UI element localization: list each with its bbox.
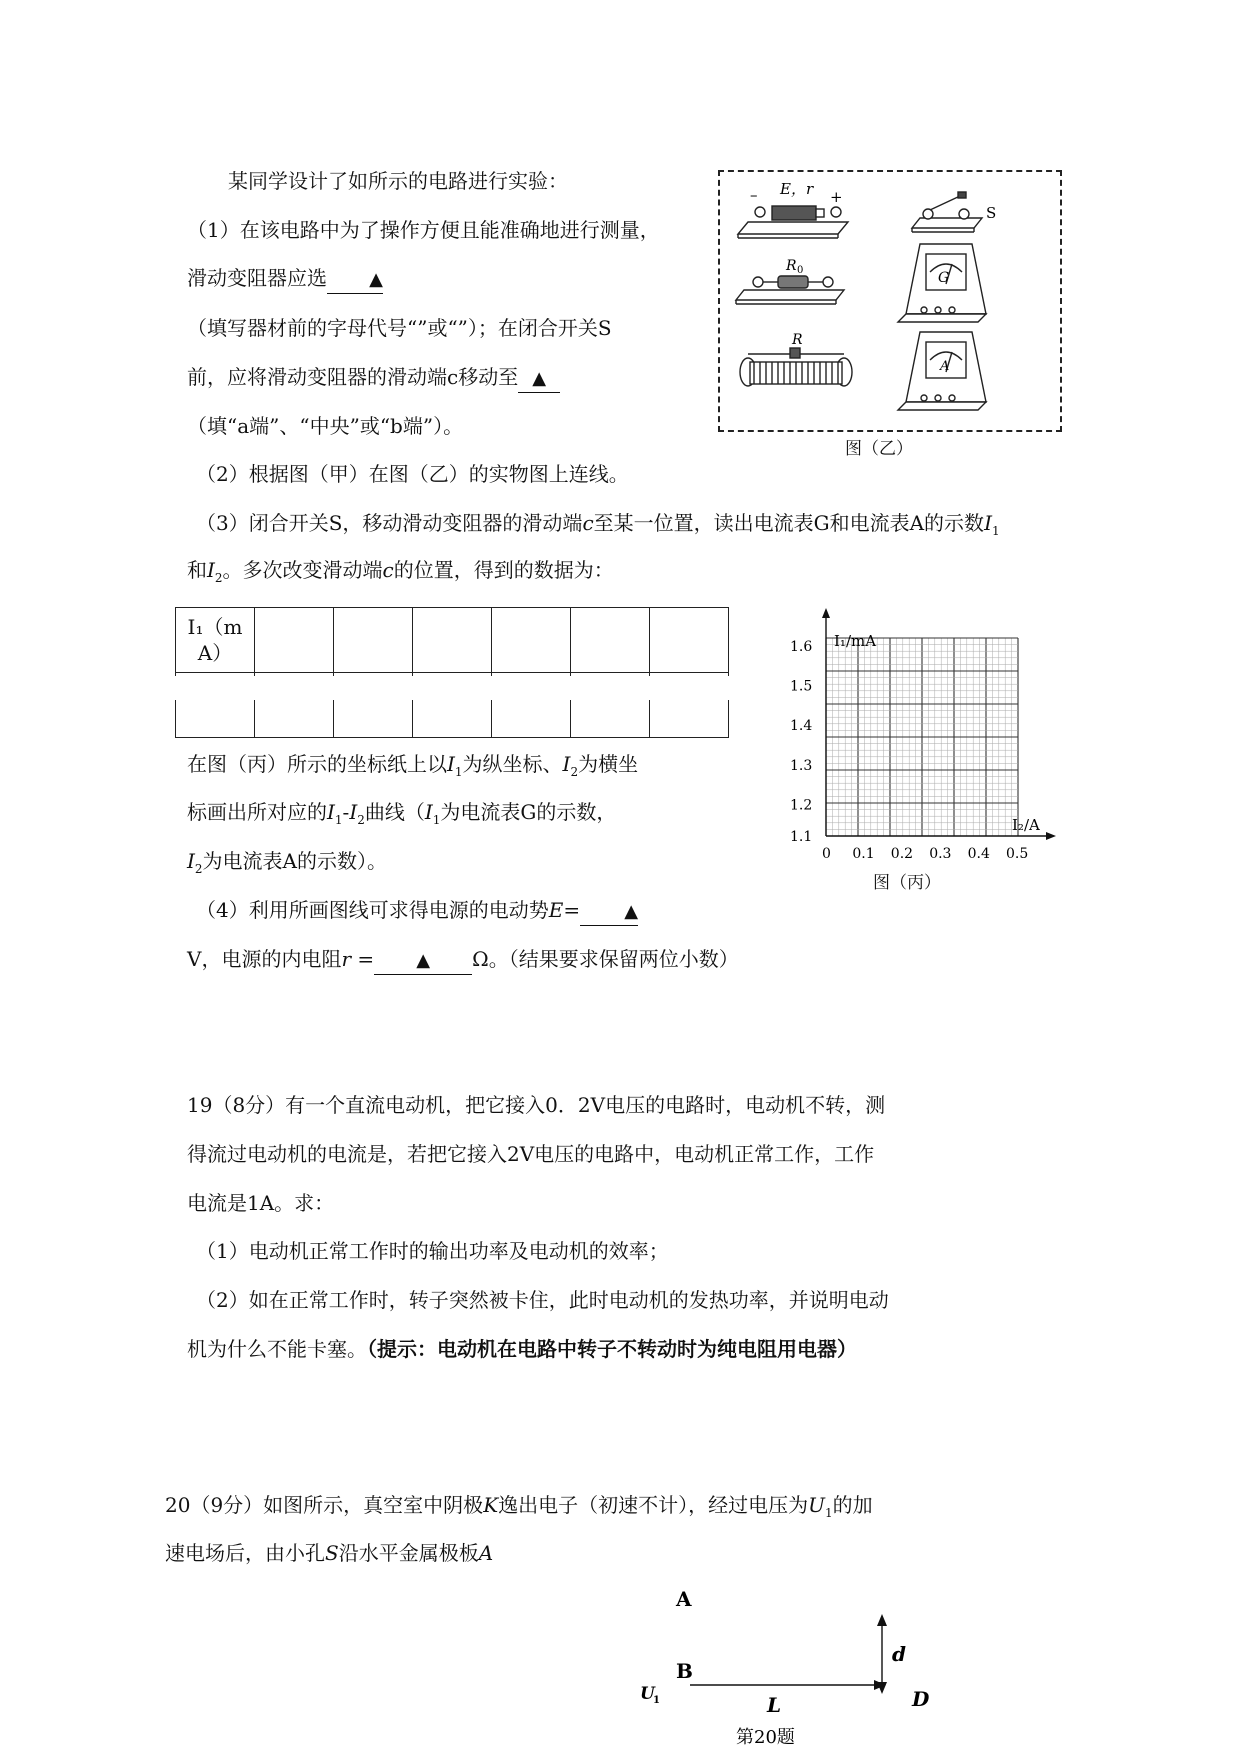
data-table [175,607,729,738]
point-d-label: D [912,1687,930,1711]
y-tick-label: 1.5 [790,678,813,695]
sub-2: 2 [570,765,579,779]
y-tick-label: 1.4 [790,718,813,735]
q18-part1-line2 [187,265,383,294]
q20-line2-a: 速电场后，由小孔 [165,1541,325,1565]
q18-part1-line2-text: 滑动变阻器应选 [187,266,327,290]
q19-line5: （2）如在正常工作时，转子突然被卡住，此时电动机的发热功率，并说明电动 [196,1288,889,1312]
var-c: c [582,511,594,535]
table-header-line2: A） [197,641,233,665]
battery-icon [738,206,848,238]
resistor-r0-icon [736,276,844,304]
var-K: K [483,1493,499,1517]
r0-label: R [786,258,797,274]
x-tick-labels [822,846,1028,862]
y-tick-label: 1.3 [790,757,813,774]
q20-line1-b: 逸出电子（初速不计），经过电压为 [498,1493,809,1517]
r0-subscript: 0 [797,265,804,276]
sub-1: 1 [991,524,1000,538]
plate-b-label: B [676,1659,693,1683]
x-axis-arrow [1046,832,1056,840]
x-tick-label: 0.4 [967,846,990,862]
table-header-cell [176,608,255,673]
q19-line6-a: 机为什么不能卡塞。 [187,1337,367,1361]
q18-plot-line3-text: 为电流表A的示数）。 [202,849,387,873]
q20-line1-c: 的加 [832,1493,873,1517]
voltage-u-label: U [640,1684,655,1704]
q20-line2 [165,1540,493,1566]
battery-plus-label: + [830,188,843,206]
sub-1: 1 [454,765,463,779]
var-I1: I [327,800,335,824]
y-axis-label: I₁/mA [834,632,877,650]
q18-part3-line2-b: 。多次改变滑动端 [222,558,383,582]
q18-part1-line4 [187,364,560,393]
apparatus-drawing [720,172,1060,430]
plate-a-label: A [676,1587,692,1611]
var-I2: I [187,849,195,873]
var-E: E [548,898,564,922]
q18-plot-line1-b: 为纵坐标、 [462,752,563,776]
sub-1: 1 [432,813,441,827]
table-cell[interactable] [650,608,729,673]
q19-line6 [187,1336,857,1362]
q18-part3-line1-a: （3）闭合开关S，移动滑动变阻器的滑动端 [196,511,583,535]
equals-sign: = [563,898,581,922]
sub-1: 1 [825,1506,833,1520]
var-I2: I [562,752,571,776]
sub-2: 2 [357,813,365,827]
grid-lines [826,638,1018,836]
table-header-line1: I₁（m [187,615,243,639]
ammeter-label: A [940,359,950,374]
q18-part4-line2-a: V，电源的内电阻 [187,947,342,971]
q19-line2: 得流过电动机的电流是，若把它接入2V电压的电路中，电动机正常工作，工作 [187,1142,875,1166]
q18-part1-line1: （1）在该电路中为了操作方便且能准确地进行测量， [187,218,660,242]
x-tick-label: 0.1 [852,846,875,862]
q19-hint: （提示：电动机在电路中转子不转动时为纯电阻用电器） [367,1337,857,1361]
var-I1: I [447,752,455,776]
q18-part4-line2-c: Ω。（结果要求保留两位小数） [472,947,739,971]
var-I1: I [424,800,433,824]
table-cell[interactable] [571,608,650,673]
y-axis-arrow [822,608,830,618]
y-tick-label: 1.2 [790,797,813,814]
q18-part1-line3: （填写器材前的字母代号“”或“”）；在闭合开关S [187,316,612,340]
d-arrow-up [877,1614,887,1626]
gap-d-label: d [892,1642,906,1666]
x-tick-label: 0 [822,846,831,862]
q19-line4: （1）电动机正常工作时的输出功率及电动机的效率； [196,1239,669,1263]
x-tick-label: 0.2 [890,846,914,862]
q18-part4-line2-b: = [351,947,375,971]
var-A: A [478,1541,494,1565]
length-l-label: L [767,1693,782,1717]
q18-part4-line1-text: （4）利用所画图线可求得电源的电动势 [196,898,549,922]
var-c-2: c [382,558,394,582]
sub-1: 1 [334,813,343,827]
q18-plot-line2: 标画出所对应的$I_1-I_2$曲线（$I_1$为电流表G的示数， [187,800,617,827]
q18-part3-line2 [187,557,614,591]
switch-icon [912,192,982,232]
table-cell[interactable] [255,608,334,673]
q20-line2-b: 沿水平金属极板 [338,1541,479,1565]
q20-figure-caption: 第20题 [736,1727,795,1748]
answer-blank-internal-resistance[interactable]: ▲ [374,948,472,975]
q19-line3: 电流是1A。求： [187,1191,335,1215]
q18-intro: 某同学设计了如所示的电路进行实验： [228,169,568,193]
var-S: S [325,1541,339,1565]
answer-blank-emf[interactable]: ▲ [580,899,638,926]
y-tick-labels [790,639,812,845]
figure-grid-paper [780,608,1060,898]
q18-part1-line4-text: 前，应将滑动变阻器的滑动端c移动至 [187,365,519,389]
q20-line1 [165,1492,873,1526]
q18-plot-line2-b: 曲线（ [364,800,425,824]
table-cell[interactable] [492,608,571,673]
table-cell[interactable] [334,608,413,673]
q18-plot-line1-c: 为横坐 [578,752,639,776]
q18-plot-line2-a: 标画出所对应的 [187,800,327,824]
table-crop-mask [170,676,760,700]
q18-part4-line1 [196,897,638,926]
q18-part4-line2 [187,946,739,975]
q18-part2: （2）根据图（甲）在图（乙）的实物图上连线。 [196,462,629,486]
var-r: r [341,947,352,971]
switch-label: S [986,204,997,222]
voltage-u-subscript: 1 [653,1695,660,1706]
sub-2: 2 [194,862,203,876]
rheostat-icon [740,348,852,386]
q18-part3-line1 [196,510,1000,544]
q18-plot-line3 [187,848,387,882]
table-cell[interactable] [413,608,492,673]
y-tick-label: 1.6 [790,639,813,655]
q18-part1-line5: （填“a端”、“中央”或“b端”）。 [187,414,464,438]
y-tick-label: 1.1 [790,829,813,845]
answer-blank-slider-position[interactable]: ▲ [518,366,560,393]
rheostat-label: R [792,332,803,348]
x-tick-label: 0.3 [929,846,952,862]
q18-part3-line1-b: 至某一位置，读出电流表G和电流表A的示数 [593,511,985,535]
var-I2: I [349,800,358,824]
x-tick-label: 0.5 [1006,846,1029,862]
figure-grid-caption: 图（丙） [873,873,941,893]
answer-blank-rheostat[interactable]: ▲ [327,267,383,294]
var-I1: I [984,511,992,535]
figure-q20 [630,1580,960,1754]
galvanometer-label: G [938,270,950,286]
figure-apparatus [718,170,1062,432]
figure-apparatus-caption: 图（乙） [845,439,913,459]
var-I2: I [207,558,215,582]
q20-line1-a: 20（9分）如图所示，真空室中阴极 [165,1493,484,1517]
battery-minus-label: – [750,186,758,204]
battery-label: E，r [780,180,814,198]
q18-plot-line1-a: 在图（丙）所示的坐标纸上以 [187,752,447,776]
q18-plot-line1 [187,751,638,785]
q18-part3-line2-d: 的位置，得到的数据为： [393,558,614,582]
table-row [176,608,729,673]
x-axis-label: I₂/A [1012,816,1040,834]
var-U: U [808,1493,825,1517]
sub-2: 2 [214,571,223,585]
q19-line1: 19（8分）有一个直流电动机，把它接入0．2V电压的电路时，电动机不转，测 [187,1093,886,1117]
q18-part3-line2-a: 和 [187,558,207,582]
q18-plot-line2-c: 为电流表G的示数， [440,800,617,824]
